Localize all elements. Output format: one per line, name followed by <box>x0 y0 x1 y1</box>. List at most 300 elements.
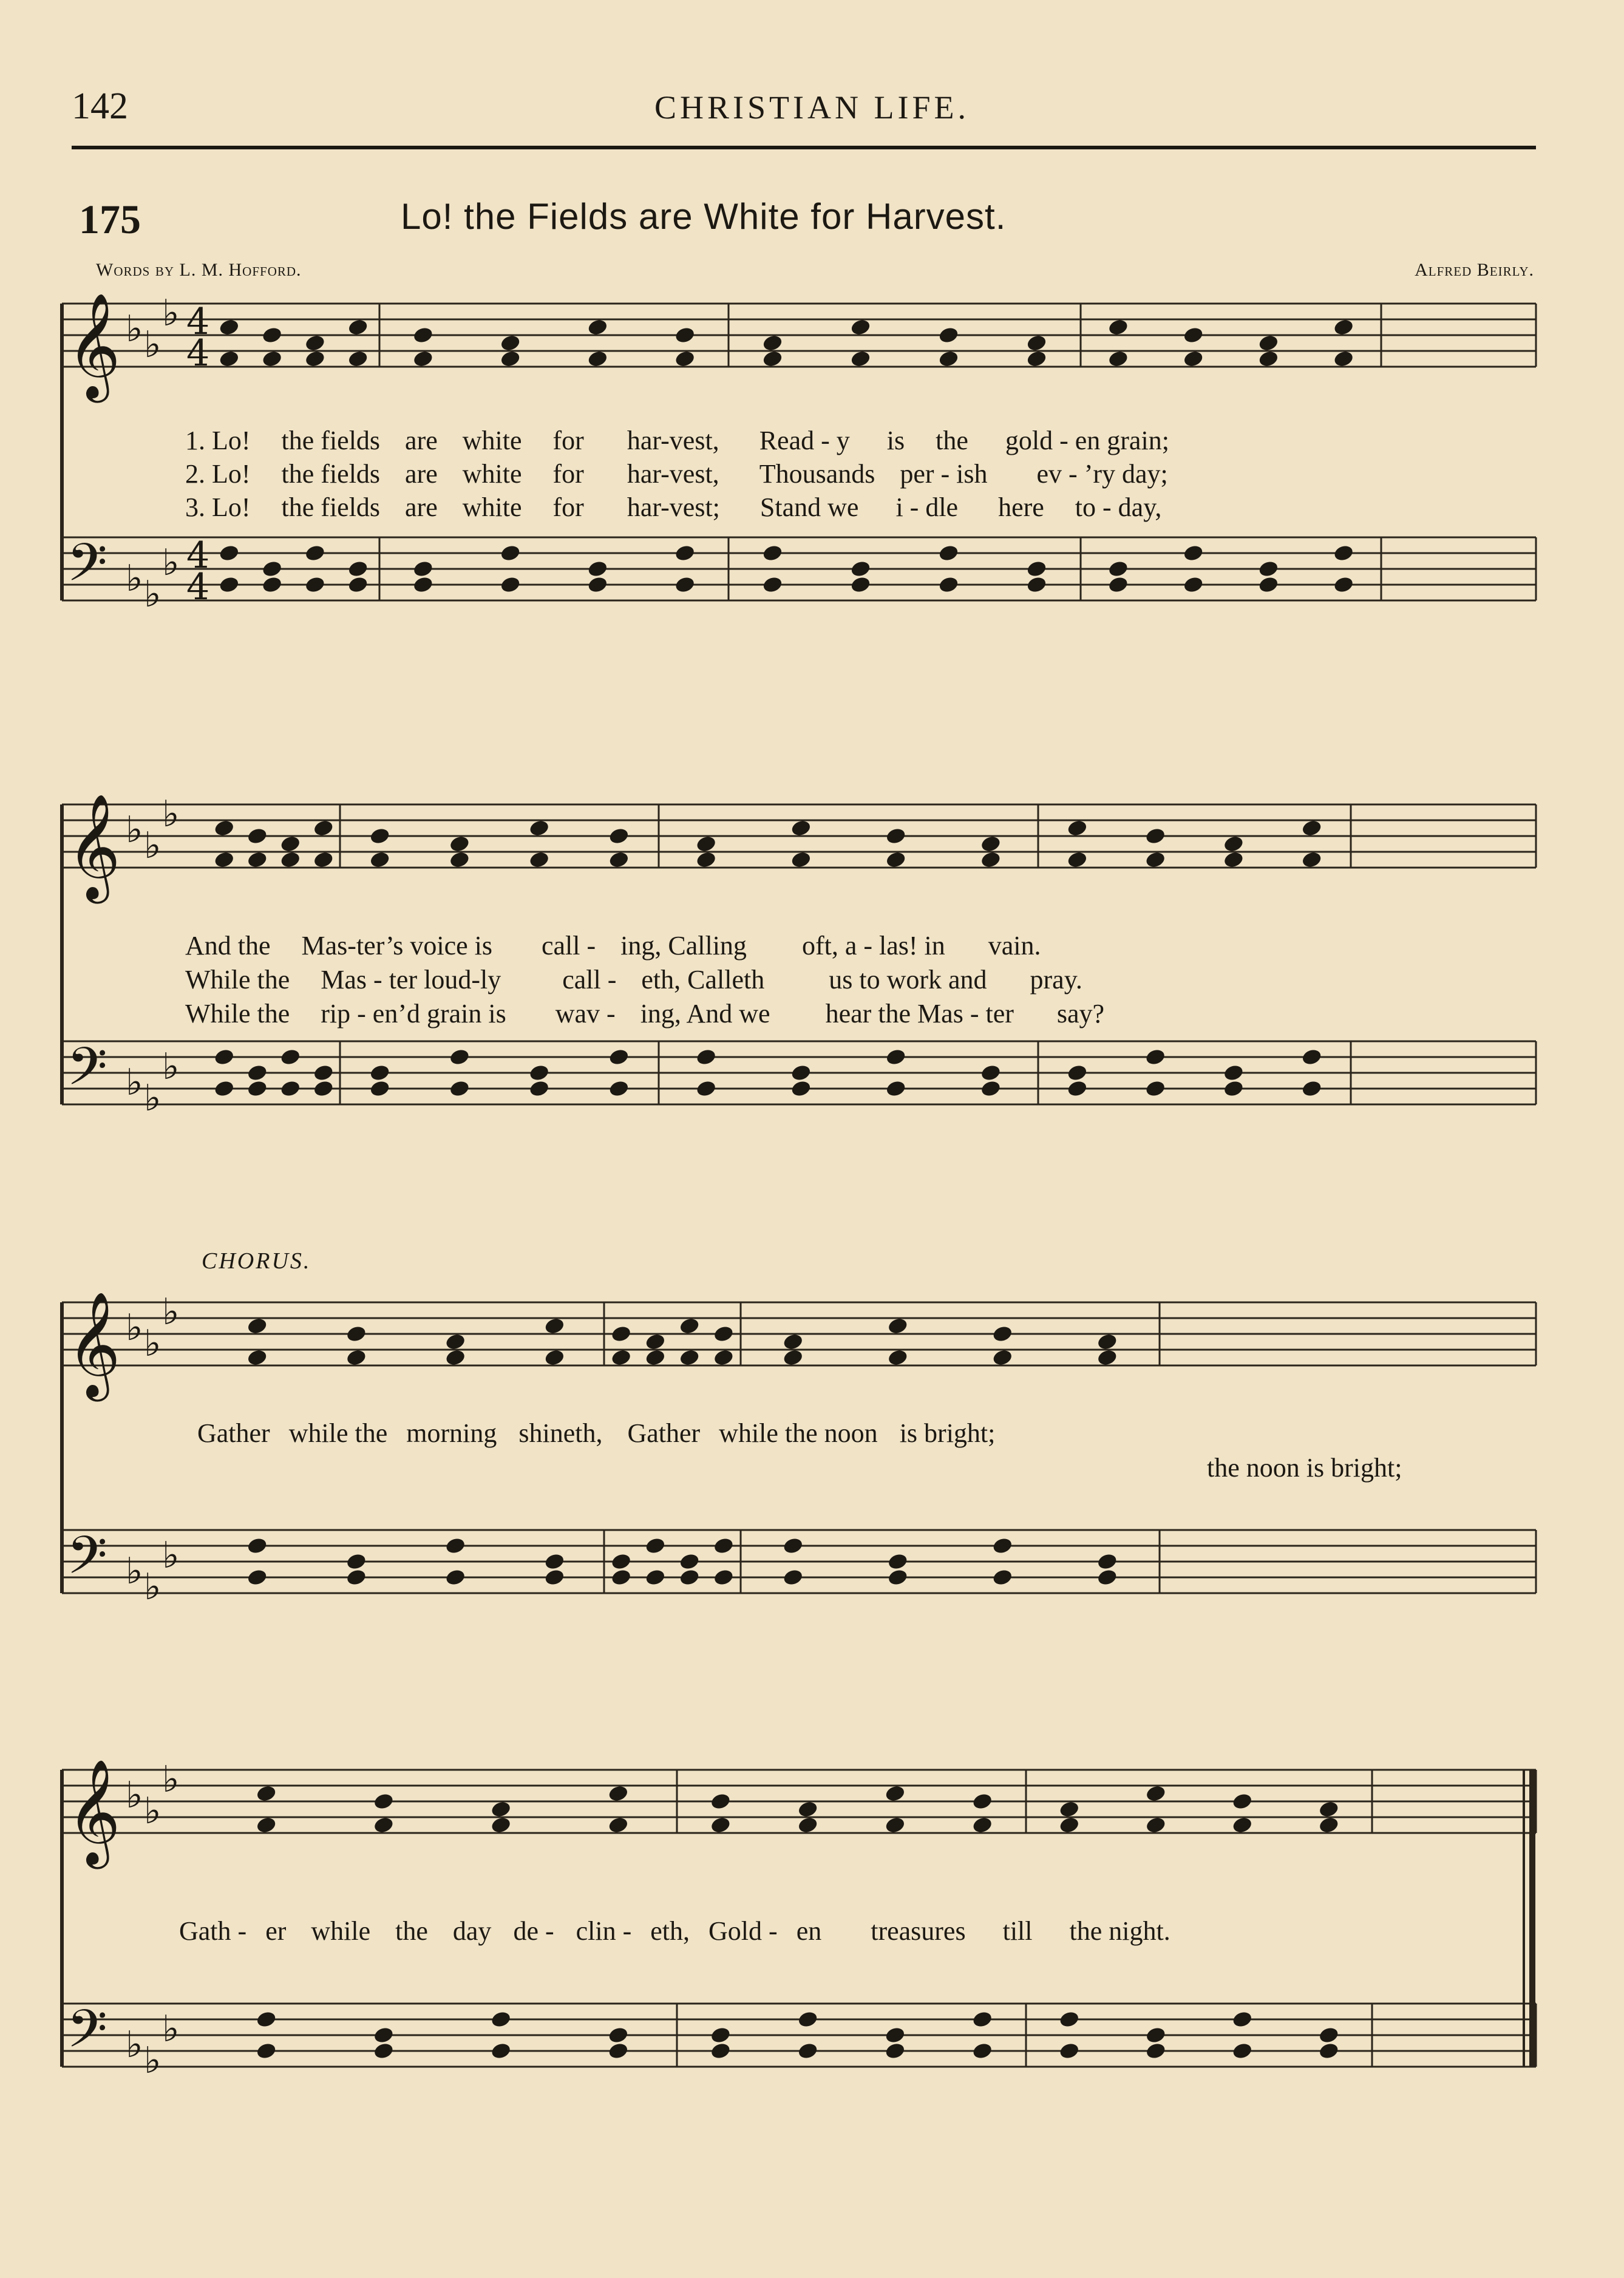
note-head <box>1058 1816 1080 1835</box>
treble-clef-icon: 𝄞 <box>67 293 121 398</box>
note-head <box>1144 1080 1166 1098</box>
lyric-word: ing, And we <box>640 999 770 1028</box>
time-signature-icon: 4 <box>186 332 210 375</box>
lyric-word: pray. <box>1030 965 1082 994</box>
lyric-word: are <box>405 426 438 455</box>
lyric-word: er <box>265 1916 287 1946</box>
note-head <box>313 851 335 869</box>
note-head <box>1183 326 1204 345</box>
flat-icon: ♭ <box>126 308 143 350</box>
note-head <box>1258 560 1280 579</box>
note-head <box>1145 1816 1167 1835</box>
note-head <box>449 835 471 854</box>
note-head <box>279 835 301 854</box>
note-head <box>782 1333 804 1352</box>
note-head <box>490 1816 512 1835</box>
lyric-word: ev - ’ry day; <box>1036 459 1168 489</box>
note-head <box>695 1080 717 1098</box>
note-head <box>679 1552 701 1571</box>
lyric-word: to - day, <box>1075 492 1162 522</box>
note-head <box>444 1537 466 1555</box>
flat-icon: ♭ <box>162 2008 180 2050</box>
note-head <box>373 2042 395 2061</box>
lyric-word: And the <box>185 931 271 960</box>
note-head <box>373 1792 395 1811</box>
note-head <box>610 1552 632 1571</box>
note-head <box>1058 2042 1080 2061</box>
note-head <box>1107 576 1129 594</box>
note-head <box>790 1080 812 1098</box>
flat-icon: ♭ <box>162 1758 180 1801</box>
lyric-word: Mas - ter loud-ly <box>321 965 501 994</box>
lyric-word: hear the Mas - ter <box>825 999 1014 1028</box>
note-head <box>246 1080 268 1098</box>
lyric-word: i - dle <box>895 492 959 522</box>
note-head <box>645 1348 667 1367</box>
note-head <box>369 1080 391 1098</box>
note-head <box>885 1048 907 1067</box>
lyric-chorus-line2 <box>179 1916 1170 1946</box>
note-head <box>645 1537 667 1555</box>
note-head <box>347 350 369 369</box>
flat-icon: ♭ <box>126 2024 143 2066</box>
note-head <box>261 576 283 594</box>
note-head <box>971 1792 993 1811</box>
note-head <box>304 334 326 353</box>
lyric-word: per - ish <box>900 459 988 489</box>
note-head <box>790 1064 812 1083</box>
flat-icon: ♭ <box>126 557 143 600</box>
lyric-word: Gather <box>627 1418 701 1448</box>
note-head <box>528 819 550 838</box>
note-head <box>608 1784 630 1803</box>
flat-icon: ♭ <box>126 809 143 851</box>
note-head <box>608 2026 630 2045</box>
flat-icon: ♭ <box>144 1322 161 1365</box>
lyric-word: while <box>311 1916 371 1946</box>
note-head <box>938 326 960 345</box>
lyric-word: for <box>552 459 584 489</box>
flat-icon: ♭ <box>162 1046 180 1088</box>
note-head <box>528 1064 550 1083</box>
lyric-word: while the <box>288 1418 388 1448</box>
note-head <box>587 576 609 594</box>
lyric-word: are <box>405 459 438 489</box>
lyric-system2-verse1 <box>185 930 1041 961</box>
flat-icon: ♭ <box>162 1534 180 1577</box>
note-head <box>608 851 630 869</box>
note-head <box>587 350 609 369</box>
note-head <box>213 851 235 869</box>
note-head <box>347 576 369 594</box>
lyric-word: the night. <box>1069 1916 1170 1946</box>
note-head <box>1026 350 1048 369</box>
note-head <box>980 851 1002 869</box>
note-head <box>980 835 1002 854</box>
lyric-word: 3. Lo! <box>185 492 251 522</box>
note-head <box>246 1348 268 1367</box>
note-head <box>256 1784 277 1803</box>
lyric-word: eth, <box>650 1916 690 1946</box>
note-head <box>1223 1064 1245 1083</box>
note-head <box>412 326 434 345</box>
lyric-word: Mas-ter’s voice is <box>301 931 492 960</box>
note-head <box>887 1568 909 1587</box>
note-head <box>1144 851 1166 869</box>
flat-icon: ♭ <box>144 1077 161 1120</box>
note-head <box>1231 2010 1253 2029</box>
note-head <box>246 851 268 869</box>
note-head <box>219 576 240 594</box>
note-head <box>608 827 630 846</box>
note-head <box>1067 1064 1089 1083</box>
note-head <box>1144 1048 1166 1067</box>
treble-clef-icon: 𝄞 <box>67 794 121 899</box>
note-head <box>1183 576 1204 594</box>
note-head <box>345 1325 367 1344</box>
lyric-word: Gold - <box>708 1916 778 1946</box>
note-head <box>261 326 283 345</box>
note-head <box>1026 334 1048 353</box>
lyric-word: While the <box>185 999 290 1028</box>
lyric-word: rip - en’d grain is <box>321 999 506 1028</box>
hymn-number: 175 <box>79 196 141 242</box>
note-head <box>1067 1080 1089 1098</box>
note-head <box>679 1568 701 1587</box>
note-head <box>1145 2042 1167 2061</box>
note-head <box>991 1348 1013 1367</box>
note-head <box>695 851 717 869</box>
note-head <box>246 1317 268 1336</box>
note-head <box>373 1816 395 1835</box>
lyric-word: the <box>936 426 968 455</box>
note-head <box>1107 318 1129 337</box>
note-head <box>412 560 434 579</box>
note-head <box>762 350 784 369</box>
treble-clef-icon: 𝄞 <box>67 1759 121 1865</box>
lyric-word: till <box>1002 1916 1033 1946</box>
note-head <box>369 827 391 846</box>
lyric-word: call - <box>541 931 596 960</box>
note-head <box>971 1816 993 1835</box>
note-head <box>500 334 522 353</box>
bass-clef-icon: 𝄢 <box>67 1036 107 1110</box>
note-head <box>645 1568 667 1587</box>
chorus-label: CHORUS. <box>202 1248 311 1274</box>
note-head <box>885 827 907 846</box>
note-head <box>674 544 696 563</box>
note-head <box>1318 1816 1340 1835</box>
lyric-word: Gather <box>197 1418 270 1448</box>
note-head <box>246 1064 268 1083</box>
time-signature-icon: 4 <box>186 301 210 343</box>
note-head <box>713 1348 735 1367</box>
note-head <box>412 576 434 594</box>
note-head <box>887 1348 909 1367</box>
note-head <box>1301 1048 1323 1067</box>
note-head <box>256 1816 277 1835</box>
note-head <box>1318 1800 1340 1819</box>
note-head <box>345 1348 367 1367</box>
note-head <box>279 851 301 869</box>
note-head <box>797 1800 819 1819</box>
note-head <box>412 350 434 369</box>
lyric-system2-verse3 <box>185 998 1104 1029</box>
lyric-word: while the noon <box>719 1418 878 1448</box>
lyric-word: the fields <box>281 426 381 455</box>
note-head <box>713 1537 735 1555</box>
note-head <box>256 2010 277 2029</box>
note-head <box>713 1568 735 1587</box>
lyric-system2-verse2 <box>185 964 1082 995</box>
hymn-title: Lo! the Fields are White for Harvest. <box>401 196 1007 237</box>
note-head <box>1058 2010 1080 2029</box>
flat-icon: ♭ <box>144 1566 161 1608</box>
lyric-system1-verse1 <box>185 425 1169 456</box>
note-head <box>1223 1080 1245 1098</box>
note-head <box>1107 350 1129 369</box>
note-head <box>444 1333 466 1352</box>
note-head <box>544 1552 566 1571</box>
lyric-word: white <box>462 426 522 455</box>
note-head <box>610 1325 632 1344</box>
note-head <box>1026 560 1048 579</box>
note-head <box>762 544 784 563</box>
note-head <box>1258 350 1280 369</box>
flat-icon: ♭ <box>144 824 161 867</box>
flat-icon: ♭ <box>162 292 180 335</box>
note-head <box>610 1568 632 1587</box>
lyric-word: oft, a - las! in <box>801 931 945 960</box>
note-head <box>213 1080 235 1098</box>
note-head <box>1058 1800 1080 1819</box>
lyric-word: en <box>796 1916 822 1946</box>
lyric-word: Gath - <box>179 1916 247 1946</box>
note-head <box>528 1080 550 1098</box>
note-head <box>1231 1792 1253 1811</box>
note-head <box>449 851 471 869</box>
flat-icon: ♭ <box>162 793 180 835</box>
flat-icon: ♭ <box>126 1550 143 1593</box>
lyric-word: call - <box>562 965 617 994</box>
lyric-word: for <box>552 426 584 455</box>
note-head <box>797 2010 819 2029</box>
lyric-word: Stand we <box>759 492 859 522</box>
lyric-chorus-echo: the noon is bright; <box>1207 1453 1402 1483</box>
note-head <box>710 2042 732 2061</box>
lyric-word: white <box>462 459 522 489</box>
note-head <box>885 1080 907 1098</box>
flat-icon: ♭ <box>144 573 161 616</box>
lyric-word: us to work and <box>829 965 987 994</box>
lyric-word: While the <box>185 965 290 994</box>
lyric-word: morning <box>406 1418 497 1448</box>
bass-clef-icon: 𝄢 <box>67 1525 107 1599</box>
note-head <box>1333 576 1354 594</box>
note-head <box>608 2042 630 2061</box>
note-head <box>256 2042 277 2061</box>
note-head <box>1223 835 1245 854</box>
note-head <box>347 318 369 337</box>
lyric-word: har-vest, <box>627 459 719 489</box>
lyric-word: 1. Lo! <box>185 426 251 455</box>
note-head <box>850 350 872 369</box>
lyric-chorus-line1 <box>197 1418 995 1449</box>
note-head <box>1107 560 1129 579</box>
note-head <box>1231 1816 1253 1835</box>
note-head <box>304 350 326 369</box>
lyric-word: day <box>452 1916 492 1946</box>
lyric-word: Thousands <box>759 459 875 489</box>
note-head <box>938 544 960 563</box>
note-head <box>261 560 283 579</box>
note-head <box>490 1800 512 1819</box>
note-head <box>304 544 326 563</box>
note-head <box>213 819 235 838</box>
note-head <box>500 544 522 563</box>
flat-icon: ♭ <box>126 1774 143 1817</box>
note-head <box>762 334 784 353</box>
note-head <box>1333 350 1354 369</box>
lyric-word: here <box>998 492 1044 522</box>
note-head <box>608 1048 630 1067</box>
note-head <box>345 1552 367 1571</box>
note-head <box>790 819 812 838</box>
note-head <box>1067 819 1089 838</box>
note-head <box>500 350 522 369</box>
note-head <box>587 318 609 337</box>
running-header: CHRISTIAN LIFE. <box>654 89 970 126</box>
note-head <box>345 1568 367 1587</box>
note-head <box>444 1348 466 1367</box>
note-head <box>645 1333 667 1352</box>
lyric-system1-verse3 <box>185 492 1161 523</box>
lyric-word: for <box>552 492 584 522</box>
note-head <box>782 1568 804 1587</box>
note-head <box>544 1348 566 1367</box>
note-head <box>1333 318 1354 337</box>
lyric-word: de - <box>513 1916 554 1946</box>
note-head <box>887 1317 909 1336</box>
note-head <box>1096 1333 1118 1352</box>
lyric-system1-verse2 <box>185 458 1168 489</box>
note-head <box>971 2010 993 2029</box>
note-head <box>279 1048 301 1067</box>
note-head <box>762 576 784 594</box>
note-head <box>797 2042 819 2061</box>
words-credit: Words by L. M. Hofford. <box>96 260 302 280</box>
page-number: 142 <box>72 86 128 127</box>
note-head <box>674 326 696 345</box>
note-head <box>710 1816 732 1835</box>
note-head <box>887 1552 909 1571</box>
note-head <box>885 851 907 869</box>
lyric-word: the <box>395 1916 428 1946</box>
note-head <box>679 1317 701 1336</box>
note-head <box>790 851 812 869</box>
note-head <box>369 1064 391 1083</box>
note-head <box>850 318 872 337</box>
lyric-word: treasures <box>871 1916 966 1946</box>
note-head <box>713 1325 735 1344</box>
note-head <box>1231 2042 1253 2061</box>
note-head <box>246 1537 268 1555</box>
note-head <box>885 1784 906 1803</box>
time-signature-icon: 4 <box>186 566 210 608</box>
lyric-word: gold - en grain; <box>1005 426 1169 455</box>
lyric-word: wav - <box>555 999 616 1028</box>
note-head <box>797 1816 819 1835</box>
note-head <box>971 2042 993 2061</box>
note-head <box>587 560 609 579</box>
note-head <box>980 1064 1002 1083</box>
note-head <box>1258 334 1280 353</box>
note-head <box>304 576 326 594</box>
note-head <box>1096 1568 1118 1587</box>
flat-icon: ♭ <box>162 1291 180 1333</box>
note-head <box>850 576 872 594</box>
lyric-word: the fields <box>281 492 381 522</box>
note-head <box>674 350 696 369</box>
note-head <box>369 851 391 869</box>
note-head <box>490 2042 512 2061</box>
music-credit: Alfred Beirly. <box>1415 260 1534 280</box>
lyric-word: har-vest, <box>627 426 719 455</box>
note-head <box>490 2010 512 2029</box>
flat-icon: ♭ <box>126 1061 143 1104</box>
note-head <box>219 318 240 337</box>
lyric-word: white <box>462 492 522 522</box>
note-head <box>991 1537 1013 1555</box>
note-head <box>1318 2026 1340 2045</box>
note-head <box>246 1568 268 1587</box>
note-head <box>710 1792 732 1811</box>
lyric-word: 2. Lo! <box>185 459 251 489</box>
flat-icon: ♭ <box>144 1790 161 1832</box>
note-head <box>219 350 240 369</box>
flat-icon: ♭ <box>162 542 180 584</box>
note-head <box>1333 544 1354 563</box>
note-head <box>695 1048 717 1067</box>
bass-clef-icon: 𝄢 <box>67 532 107 606</box>
note-head <box>544 1568 566 1587</box>
lyric-word: shineth, <box>518 1418 603 1448</box>
bass-clef-icon: 𝄢 <box>67 1998 107 2072</box>
note-head <box>608 1080 630 1098</box>
flat-icon: ♭ <box>144 324 161 366</box>
note-head <box>1145 2026 1167 2045</box>
note-head <box>449 1080 471 1098</box>
lyric-word: vain. <box>988 931 1041 960</box>
note-head <box>1145 1784 1167 1803</box>
lyric-word: har-vest; <box>627 492 720 522</box>
lyric-word: is <box>886 426 905 455</box>
note-head <box>1144 827 1166 846</box>
lyric-word: Read - y <box>759 426 850 455</box>
note-head <box>991 1325 1013 1344</box>
lyric-word: the fields <box>281 459 381 489</box>
note-head <box>1301 819 1323 838</box>
note-head <box>710 2026 732 2045</box>
note-head <box>938 350 960 369</box>
note-head <box>608 1816 630 1835</box>
note-head <box>610 1348 632 1367</box>
flat-icon: ♭ <box>144 2039 161 2082</box>
note-head <box>1301 1080 1323 1098</box>
note-head <box>219 544 240 563</box>
note-head <box>1318 2042 1340 2061</box>
note-head <box>938 576 960 594</box>
